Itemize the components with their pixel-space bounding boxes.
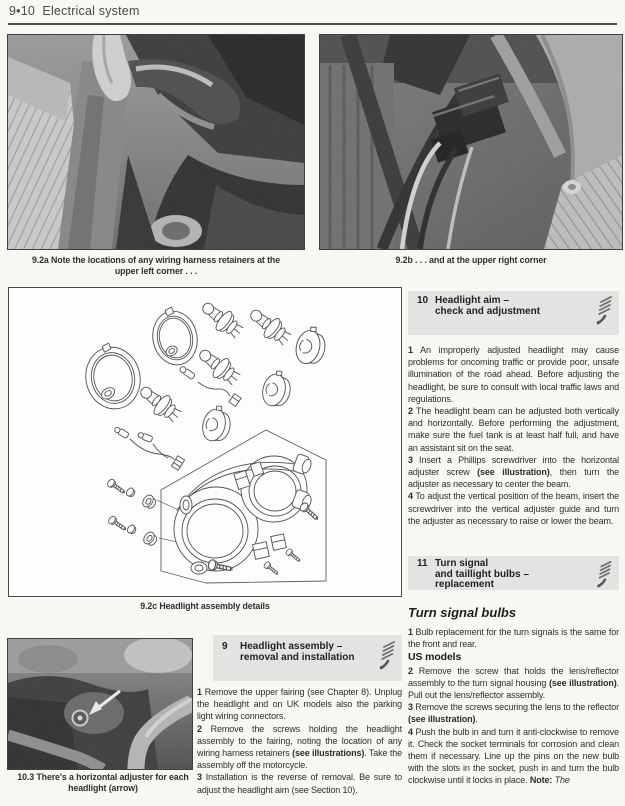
section-11-body: [408, 626, 619, 806]
paragraph: 3 Remove the screws securing the lens to the reflector (see illustration).: [408, 702, 619, 725]
housing-screw: [285, 548, 302, 564]
headlight-bulb: [194, 343, 244, 389]
paragraph: 2 The headlight beam can be adjusted both vertically and horizontally. Before performing the adjustment, make sure the fuel tank is at least half full, and have an assistant sit on the seat.: [408, 406, 619, 453]
section-title-line: and taillight bulbs –: [435, 568, 529, 580]
paragraph: 1 Bulb replacement for the turn signals is the same for the front and rear.: [408, 627, 619, 650]
section-10-header: [408, 291, 619, 335]
wedge-bulbs-harness: [114, 426, 185, 470]
paragraph: 3 Installation is the reverse of removal. Be sure to adjust the headlight aim (see Section 10).: [197, 772, 402, 795]
paragraph: 1 An improperly adjusted headlight may cause problems for oncoming traffic or provide poor, unsafe illumination of the road ahead. Before adjusting the headlight, be sure to consult with local traffic laws and regulations.: [408, 345, 619, 404]
section-9-header: [213, 635, 402, 681]
rubber-boot: [293, 324, 330, 368]
section-title-line: removal and installation: [240, 651, 355, 663]
headlight-bulb: [135, 380, 185, 426]
rubber-boot: [199, 403, 234, 444]
paragraph: 4 To adjust the vertical position of the beam, insert the screwdriver into the vertical adjuster guide and turn the adjuster as necessary to raise or lower the beam.: [408, 491, 619, 526]
headlight-bulb: [197, 296, 247, 342]
exploded-diagram: [9, 288, 401, 596]
page-header: [9, 4, 140, 18]
section-title-line: Headlight assembly –: [240, 641, 343, 652]
caption-9-2c: 9.2c Headlight assembly details: [140, 601, 270, 611]
section-title-line: check and adjustment: [435, 305, 541, 317]
housing-screw: [263, 561, 280, 577]
caption-10-3: 10.3 There's a horizontal adjuster for each headlight (arrow): [17, 772, 189, 793]
spanner-difficulty-icon: [595, 294, 615, 326]
header-rule: [8, 23, 617, 25]
heading-us-models: US models: [408, 651, 462, 664]
section-11-header: [408, 556, 619, 590]
paragraph: 2 Remove the screw that holds the lens/reflector assembly to the turn signal housing (see illustration). Pull out the lens/reflector assembly.: [408, 665, 619, 701]
section-number: 11: [417, 558, 428, 569]
trim-ring-left: [79, 338, 146, 414]
section-number: 10: [417, 295, 429, 306]
page-number: 9•10: [9, 4, 36, 18]
photo-10-3-image: [8, 639, 192, 769]
trim-ring-right: [147, 303, 202, 369]
section-10-body: [408, 344, 619, 527]
section-9-body: [197, 686, 402, 806]
photo-9-2a-image: [8, 35, 304, 249]
diagram-headlight-assembly: [8, 287, 402, 597]
photo-9-2a: [7, 34, 305, 250]
photo-10-3: [7, 638, 193, 770]
caption-9-2a: 9.2a Note the locations of any wiring harness retainers at the upper left corner . . .: [31, 255, 280, 276]
spanner-difficulty-icon: [378, 638, 398, 672]
mounting-fasteners: [106, 478, 159, 548]
chapter-title: Electrical system: [42, 4, 140, 18]
spanner-difficulty-icon: [595, 559, 615, 589]
rubber-boot: [259, 368, 294, 409]
paragraph: 3 Insert a Phillips screwdriver into the horizontal adjuster screw (see illustration), then turn the adjuster as necessary to center the beam.: [408, 454, 619, 490]
heading-turn-signal-bulbs: Turn signal bulbs: [408, 605, 517, 620]
section-title-line: Turn signal: [435, 558, 489, 569]
paragraph: 1 Remove the upper fairing (see Chapter 8). Unplug the headlight and on UK models also the parking light wiring connectors.: [197, 687, 402, 722]
photo-9-2b-image: [320, 35, 622, 249]
section-title-line: replacement: [435, 579, 494, 591]
caption-9-2b: 9.2b . . . and at the upper right corner: [395, 255, 547, 265]
paragraph: 4 Push the bulb in and turn it anti-clockwise to remove it. Check the socket terminals for corrosion and clean them if necessary. Line up the pins on the new bulb with the slots in the socket, push in and turn the bulb clockwise until it locks in place. Note: The: [408, 726, 619, 786]
photo-9-2b: [319, 34, 623, 250]
section-title-line: Headlight aim –: [435, 295, 509, 306]
paragraph: 2 Remove the screws holding the headlight assembly to the fairing, noting the location of any wiring harness retainers (see illustrations). Take the assembly off the motorcycle.: [197, 723, 402, 771]
section-number: 9: [222, 641, 228, 652]
headlight-bulb: [245, 303, 295, 349]
